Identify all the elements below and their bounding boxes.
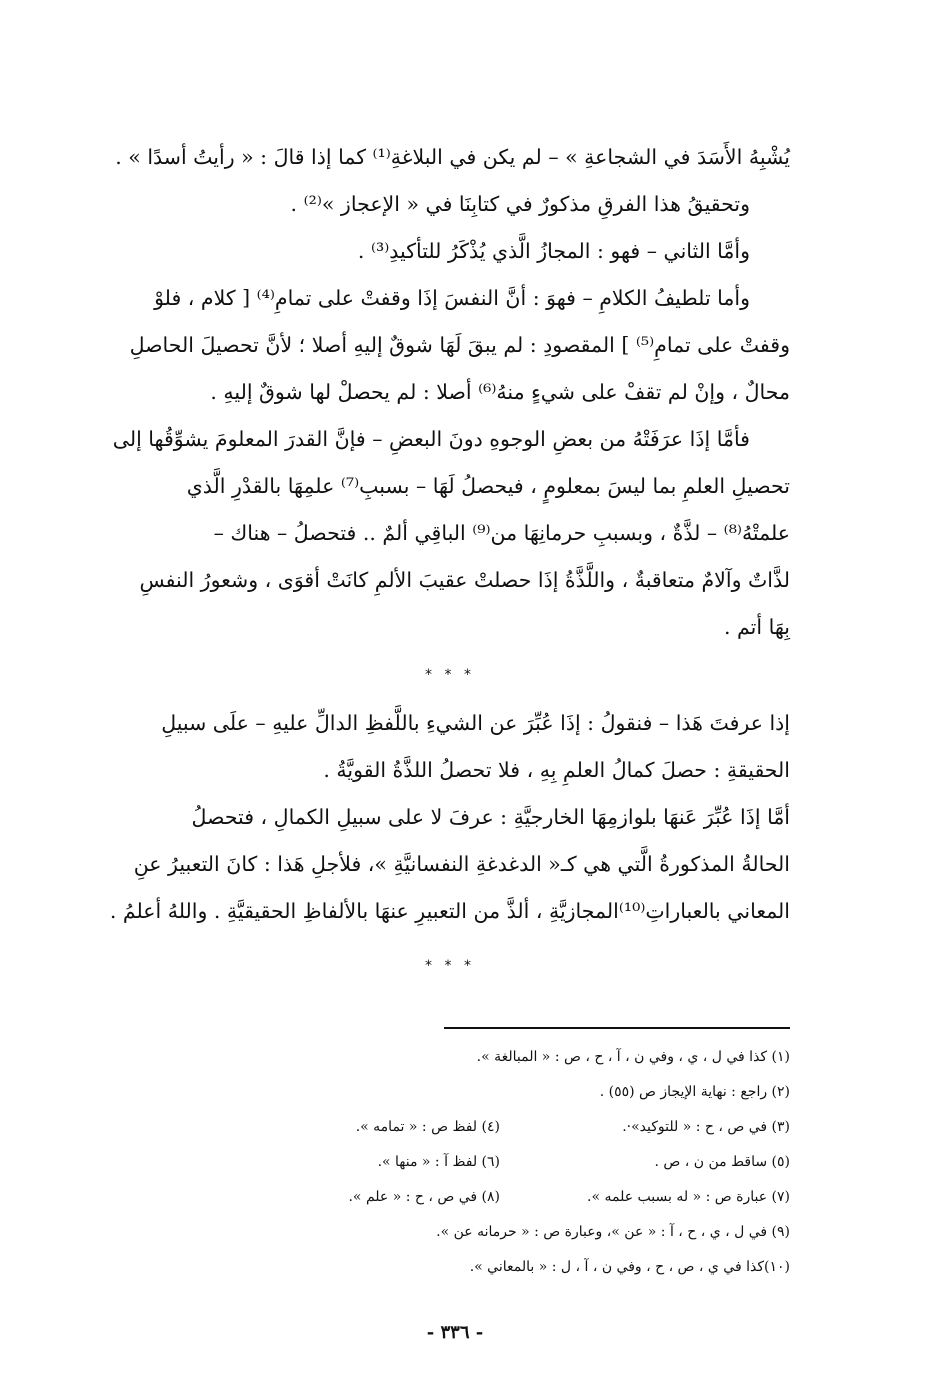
text-line: لذَّاتٌ وآلامٌ متعاقبةٌ ، واللَّذَّةُ إذَا حصلتْ عقيبَ الألمِ كانَتْ أقوَى ، وشعورُ النفسِ xyxy=(139,568,790,592)
text-line: تحصيلِ العلمِ بما ليسَ بمعلومٍ ، فيحصلُ لَهَا – بسببِ⁽⁷⁾ علمِهَا بالقدْرِ الَّذي xyxy=(186,474,790,498)
text-line: وأما تلطيفُ الكلامِ – فهوَ : أنَّ النفسَ إذَا وقفتْ على تمامِ⁽⁴⁾ [ كلام ، فلوْ xyxy=(154,286,750,310)
text-line: محالٌ ، وإنْ لم تقفْ على شيءٍ منهُ⁽⁶⁾ أصلا : لم يحصلْ لها شوقٌ إليهِ . xyxy=(210,380,790,404)
footnote-row xyxy=(250,1180,790,1215)
footnote-1: (١) كذا في ل ، ي ، وفي ن ، آ ، ح ، ص : « المبالغة ». xyxy=(476,1049,790,1065)
footnote-5: (٥) ساقط من ن ، ص . xyxy=(654,1154,790,1170)
footnote-4: (٤) لفظ ص : « تمامه ». xyxy=(355,1119,500,1135)
section-separator: * * * xyxy=(425,958,475,974)
footnotes xyxy=(250,1040,790,1285)
text-line: أمَّا إذَا عُبِّرَ عَنهَا بلوازمِهَا الخارجيَّةِ : عرفَ لا على سبيلِ الكمالِ ، فتحصلُ xyxy=(191,805,790,829)
footnote-6: (٦) لفظ آ : « منها ». xyxy=(377,1154,500,1170)
footnote-8: (٨) في ص ، ح : « علم ». xyxy=(348,1189,500,1205)
footnote-9: (٩) في ل ، ي ، ح ، آ : « عن »، وعبارة ص : « حرمانه عن ». xyxy=(436,1224,790,1240)
main-text-block-1 xyxy=(110,134,790,651)
text-line: إذا عرفتَ هَذا – فنقولُ : إذَا عُبِّرَ عن الشيءِ باللَّفظِ الدالِّ عليهِ – علَى سبيلِ xyxy=(161,711,790,735)
text-line: الحقيقةِ : حصلَ كمالُ العلمِ بِهِ ، فلا تحصلُ اللذَّةُ القويَّةُ . xyxy=(323,758,790,782)
text-line: وأمَّا الثاني – فهو : المجازُ الَّذي يُذْكَرُ للتأكيدِ⁽³⁾ . xyxy=(357,239,750,263)
footnote-2: (٢) راجع : نهاية الإيجاز ص (٥٥) . xyxy=(599,1084,790,1100)
text-line: المعاني بالعباراتِ⁽¹⁰⁾المجازيَّةِ ، ألذَّ من التعبيرِ عنهَا بالألفاظِ الحقيقيَّةِ . واللهُ أعلمُ . xyxy=(109,899,790,923)
text-line: فأمَّا إذَا عرَفَتْهُ من بعضِ الوجوهِ دونَ البعضِ – فإنَّ القدرَ المعلومَ يشوِّقُها إلى xyxy=(112,427,750,451)
footnote-row xyxy=(250,1215,790,1250)
footnote-row xyxy=(250,1075,790,1110)
text-line: علمتْهُ⁽⁸⁾ – لذَّةٌ ، وبسببِ حرمانِهَا من⁽⁹⁾ الباقِي ألمٌ .. فتحصلُ – هناك – xyxy=(213,521,790,545)
text-line: وتحقيقُ هذا الفرقِ مذكورٌ في كتابِنَا في « الإعجاز »⁽²⁾ . xyxy=(290,192,750,216)
text-line: الحالةُ المذكورةُ الَّتي هي كـ« الدغدغةِ النفسانيَّةِ »، فلأجلِ هَذا : كانَ التعبيرُ عنِ xyxy=(133,852,790,876)
main-text-block-2 xyxy=(110,700,790,935)
footnote-row xyxy=(250,1250,790,1285)
page-number: - ٣٣٦ - xyxy=(426,1322,484,1343)
text-line: بِهَا أتم . xyxy=(724,615,790,639)
footnote-row xyxy=(250,1110,790,1145)
footnote-10: (١٠)كذا في ي ، ص ، ح ، وفي ن ، آ ، ل : « بالمعاني ». xyxy=(469,1259,790,1275)
footnote-3: (٣) في ص ، ح : « للتوكيد»·. xyxy=(622,1119,790,1135)
text-line: يُشْبِهُ الأَسَدَ في الشجاعةِ » – لم يكن في البلاغةِ⁽¹⁾ كما إذا قالَ : « رأيتُ أسدًا » . xyxy=(115,145,790,169)
section-separator: * * * xyxy=(425,667,475,683)
footnote-divider xyxy=(444,1027,790,1029)
text-line: وقفتْ على تمامِ⁽⁵⁾ ] المقصودِ : لم يبقَ لَهَا شوقٌ إليهِ أصلا ؛ لأنَّ تحصيلَ الحاصلِ xyxy=(129,333,790,357)
footnote-row xyxy=(250,1145,790,1180)
footnote-row xyxy=(250,1040,790,1075)
footnote-7: (٧) عبارة ص : « له بسبب علمه ». xyxy=(587,1189,790,1205)
